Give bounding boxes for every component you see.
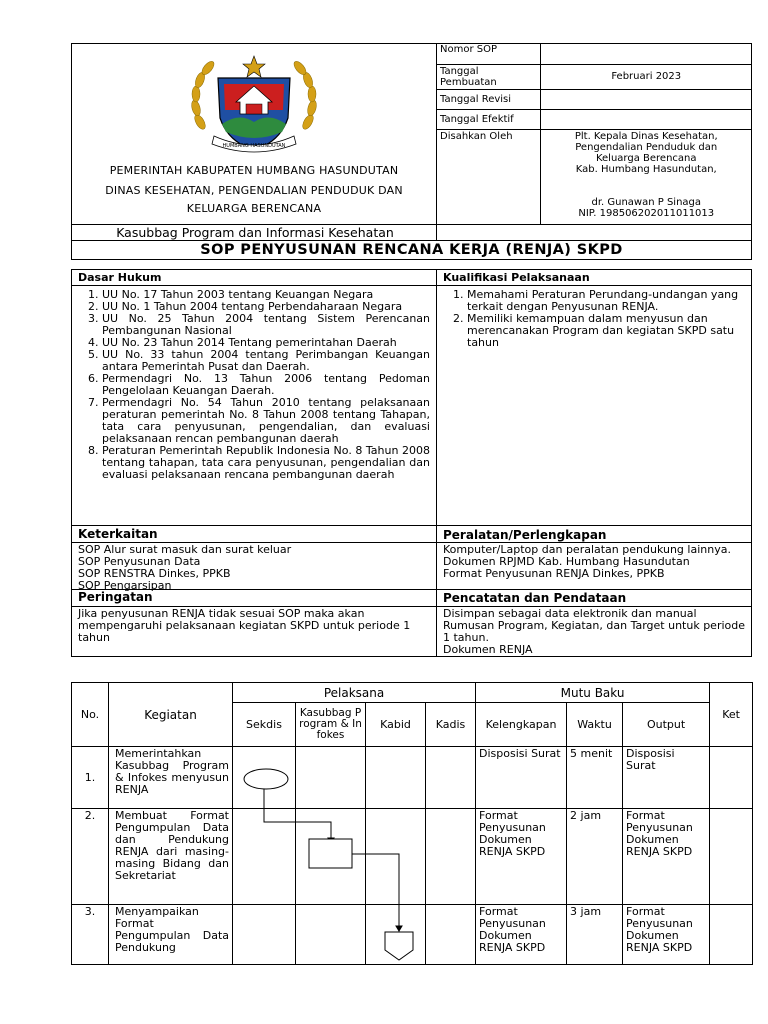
list-item: SOP Alur surat masuk dan surat keluar [78, 543, 292, 556]
pencatatan-title: Pencatatan dan Pendataan [443, 591, 627, 605]
row-waktu: 2 jam [567, 809, 623, 905]
org-line-2: DINAS KESEHATAN, PENGENDALIAN PENDUDUK DAN [105, 184, 403, 197]
row-kegiatan: Menyampaikan Format Pengumpulan Data Pendukung [109, 905, 233, 965]
header-output: Output [623, 703, 710, 747]
flow-offpage-connector [385, 932, 413, 960]
approver-name: dr. Gunawan P Sinaga [591, 196, 702, 208]
list-item: Dokumen RENJA [443, 643, 533, 656]
list-item: 1. UU No. 17 Tahun 2003 tentang Keuangan Negara [102, 289, 430, 301]
list-item: 8. Peraturan Pemerintah Republik Indonesia No. 8 Tahun 2008 tentang tahapan, tata cara penyusunan, pengendalian dan evaluasi pelaksanaan rencana pembangunan daerah [102, 445, 430, 481]
header-kegiatan: Kegiatan [109, 683, 233, 747]
header-pelaksana: Pelaksana [233, 683, 476, 703]
kualifikasi-title: Kualifikasi Pelaksanaan [443, 271, 590, 284]
row-no: 2. [72, 809, 109, 905]
list-item: 6. Permendagri No. 13 Tahun 2006 tentang Pedoman Pengelolaan Keuangan Daerah. [102, 373, 430, 397]
list-item: 3. UU No. 25 Tahun 2004 tentang Sistem Perencanan Pembangunan Nasional [102, 313, 430, 337]
unit-name: Kasubbag Program dan Informasi Kesehatan [116, 225, 394, 240]
list-item: 2. UU No. 1 Tahun 2004 tentang Perbendaharaan Negara [102, 301, 430, 313]
row-output: Disposisi Surat [623, 747, 710, 809]
row-no: 3. [72, 905, 109, 965]
list-item: 5. UU No. 33 tahun 2004 tentang Perimbangan Keuangan antara Pemerintah Pusat dan Daerah. [102, 349, 430, 373]
list-item: 4. UU No. 23 Tahun 2014 Tentang pemerintahan Daerah [102, 337, 430, 349]
approver-title-2: Pengendalian Penduduk dan [575, 141, 718, 153]
list-item: Disimpan sebagai data elektronik dan manual [443, 607, 697, 620]
peringatan-title: Peringatan [78, 590, 153, 604]
list-item: 2. Memiliki kemampuan dalam menyusun dan merencanakan Program dan kegiatan SKPD satu tahun [467, 313, 747, 349]
meta-label-tanggal-pembuatan: Tanggal Pembuatan [437, 64, 540, 89]
header-kabid: Kabid [366, 703, 426, 747]
list-item: Rumusan Program, Kegiatan, dan Target untuk periode 1 tahun. [443, 619, 746, 644]
sop-title: SOP PENYUSUNAN RENCANA KERJA (RENJA) SKPD [71, 240, 752, 260]
row-kelengkapan: Disposisi Surat [476, 747, 567, 809]
approver-title-1: Plt. Kepala Dinas Kesehatan, [574, 130, 718, 142]
header-no: No. [72, 683, 109, 747]
peralatan-title: Peralatan/Perlengkapan [443, 528, 607, 542]
meta-label-nomor: Nomor SOP [437, 43, 540, 64]
header-sekdis: Sekdis [233, 703, 296, 747]
meta-label-tanggal-efektif: Tanggal Efektif [437, 109, 540, 129]
header-kelengkapan: Kelengkapan [476, 703, 567, 747]
row-kelengkapan: Format Penyusunan Dokumen RENJA SKPD [476, 905, 567, 965]
meta-label-tanggal-revisi: Tanggal Revisi [437, 89, 540, 109]
flow-connector [352, 854, 399, 926]
row-no: 1. [72, 747, 109, 809]
flow-start-oval [244, 769, 288, 789]
list-item: 1. Memahami Peraturan Perundang-undangan yang terkait dengan Penyusunan RENJA. [467, 289, 747, 313]
approved-label: Disahkan Oleh [437, 129, 540, 224]
row-kegiatan: Memerintahkan Kasubbag Program & Infokes menyusun RENJA [109, 747, 233, 809]
list-item: SOP RENSTRA Dinkes, PPKB [78, 567, 231, 580]
row-output: Format Penyusunan Dokumen RENJA SKPD [623, 809, 710, 905]
header-mutu-baku: Mutu Baku [476, 683, 710, 703]
header-ket: Ket [710, 683, 753, 747]
dasar-hukum-title: Dasar Hukum [78, 271, 162, 284]
list-item: 7. Permendagri No. 54 Tahun 2010 tentang pelaksanaan peraturan pemerintah No. 8 Tahun 2008 tentang Tahapan, tata cara penyusunan, pengendalian, dan evaluasi pelaksanaan rencan pembangunan daerah [102, 397, 430, 445]
row-waktu: 3 jam [567, 905, 623, 965]
flow-process-box [309, 839, 352, 868]
row-output: Format Penyusunan Dokumen RENJA SKPD [623, 905, 710, 965]
approver-title-4: Kab. Humbang Hasundutan, [575, 163, 717, 175]
list-item: Komputer/Laptop dan peralatan pendukung lainnya. [443, 543, 731, 556]
list-item: Format Penyusunan RENJA Dinkes, PPKB [443, 567, 665, 580]
peringatan-text: Jika penyusunan RENJA tidak sesuai SOP maka akan mempengaruhi pelaksanaan kegiatan SKPD untuk periode 1 tahun [78, 607, 411, 644]
approver-title-3: Keluarga Berencana [595, 152, 697, 164]
header-kadis: Kadis [426, 703, 476, 747]
row-kelengkapan: Format Penyusunan Dokumen RENJA SKPD [476, 809, 567, 905]
row-waktu: 5 menit [567, 747, 623, 809]
header-kasubbag: Kasubbag Program & Infokes [296, 703, 366, 747]
list-item: SOP Penyusunan Data [78, 555, 201, 568]
logo-ribbon-text: HUMBANG HASUNDUTAN [222, 143, 286, 149]
flow-connector [264, 789, 331, 838]
meta-value-tanggal-pembuatan: Februari 2023 [540, 64, 752, 89]
org-line-3: KELUARGA BERENCANA [186, 202, 322, 215]
header-waktu: Waktu [567, 703, 623, 747]
approver-nip: NIP. 198506202011011013 [578, 207, 715, 219]
row-kegiatan: Membuat Format Pengumpulan Data dan Pendukung RENJA dari masing-masing Bidang dan Sekretariat [109, 809, 233, 905]
list-item: Dokumen RPJMD Kab. Humbang Hasundutan [443, 555, 690, 568]
keterkaitan-title: Keterkaitan [78, 527, 158, 541]
flow-arrowhead [396, 926, 402, 931]
list-item: SOP Pengarsipan [78, 579, 172, 592]
org-line-1: PEMERINTAH KABUPATEN HUMBANG HASUNDUTAN [109, 164, 399, 177]
